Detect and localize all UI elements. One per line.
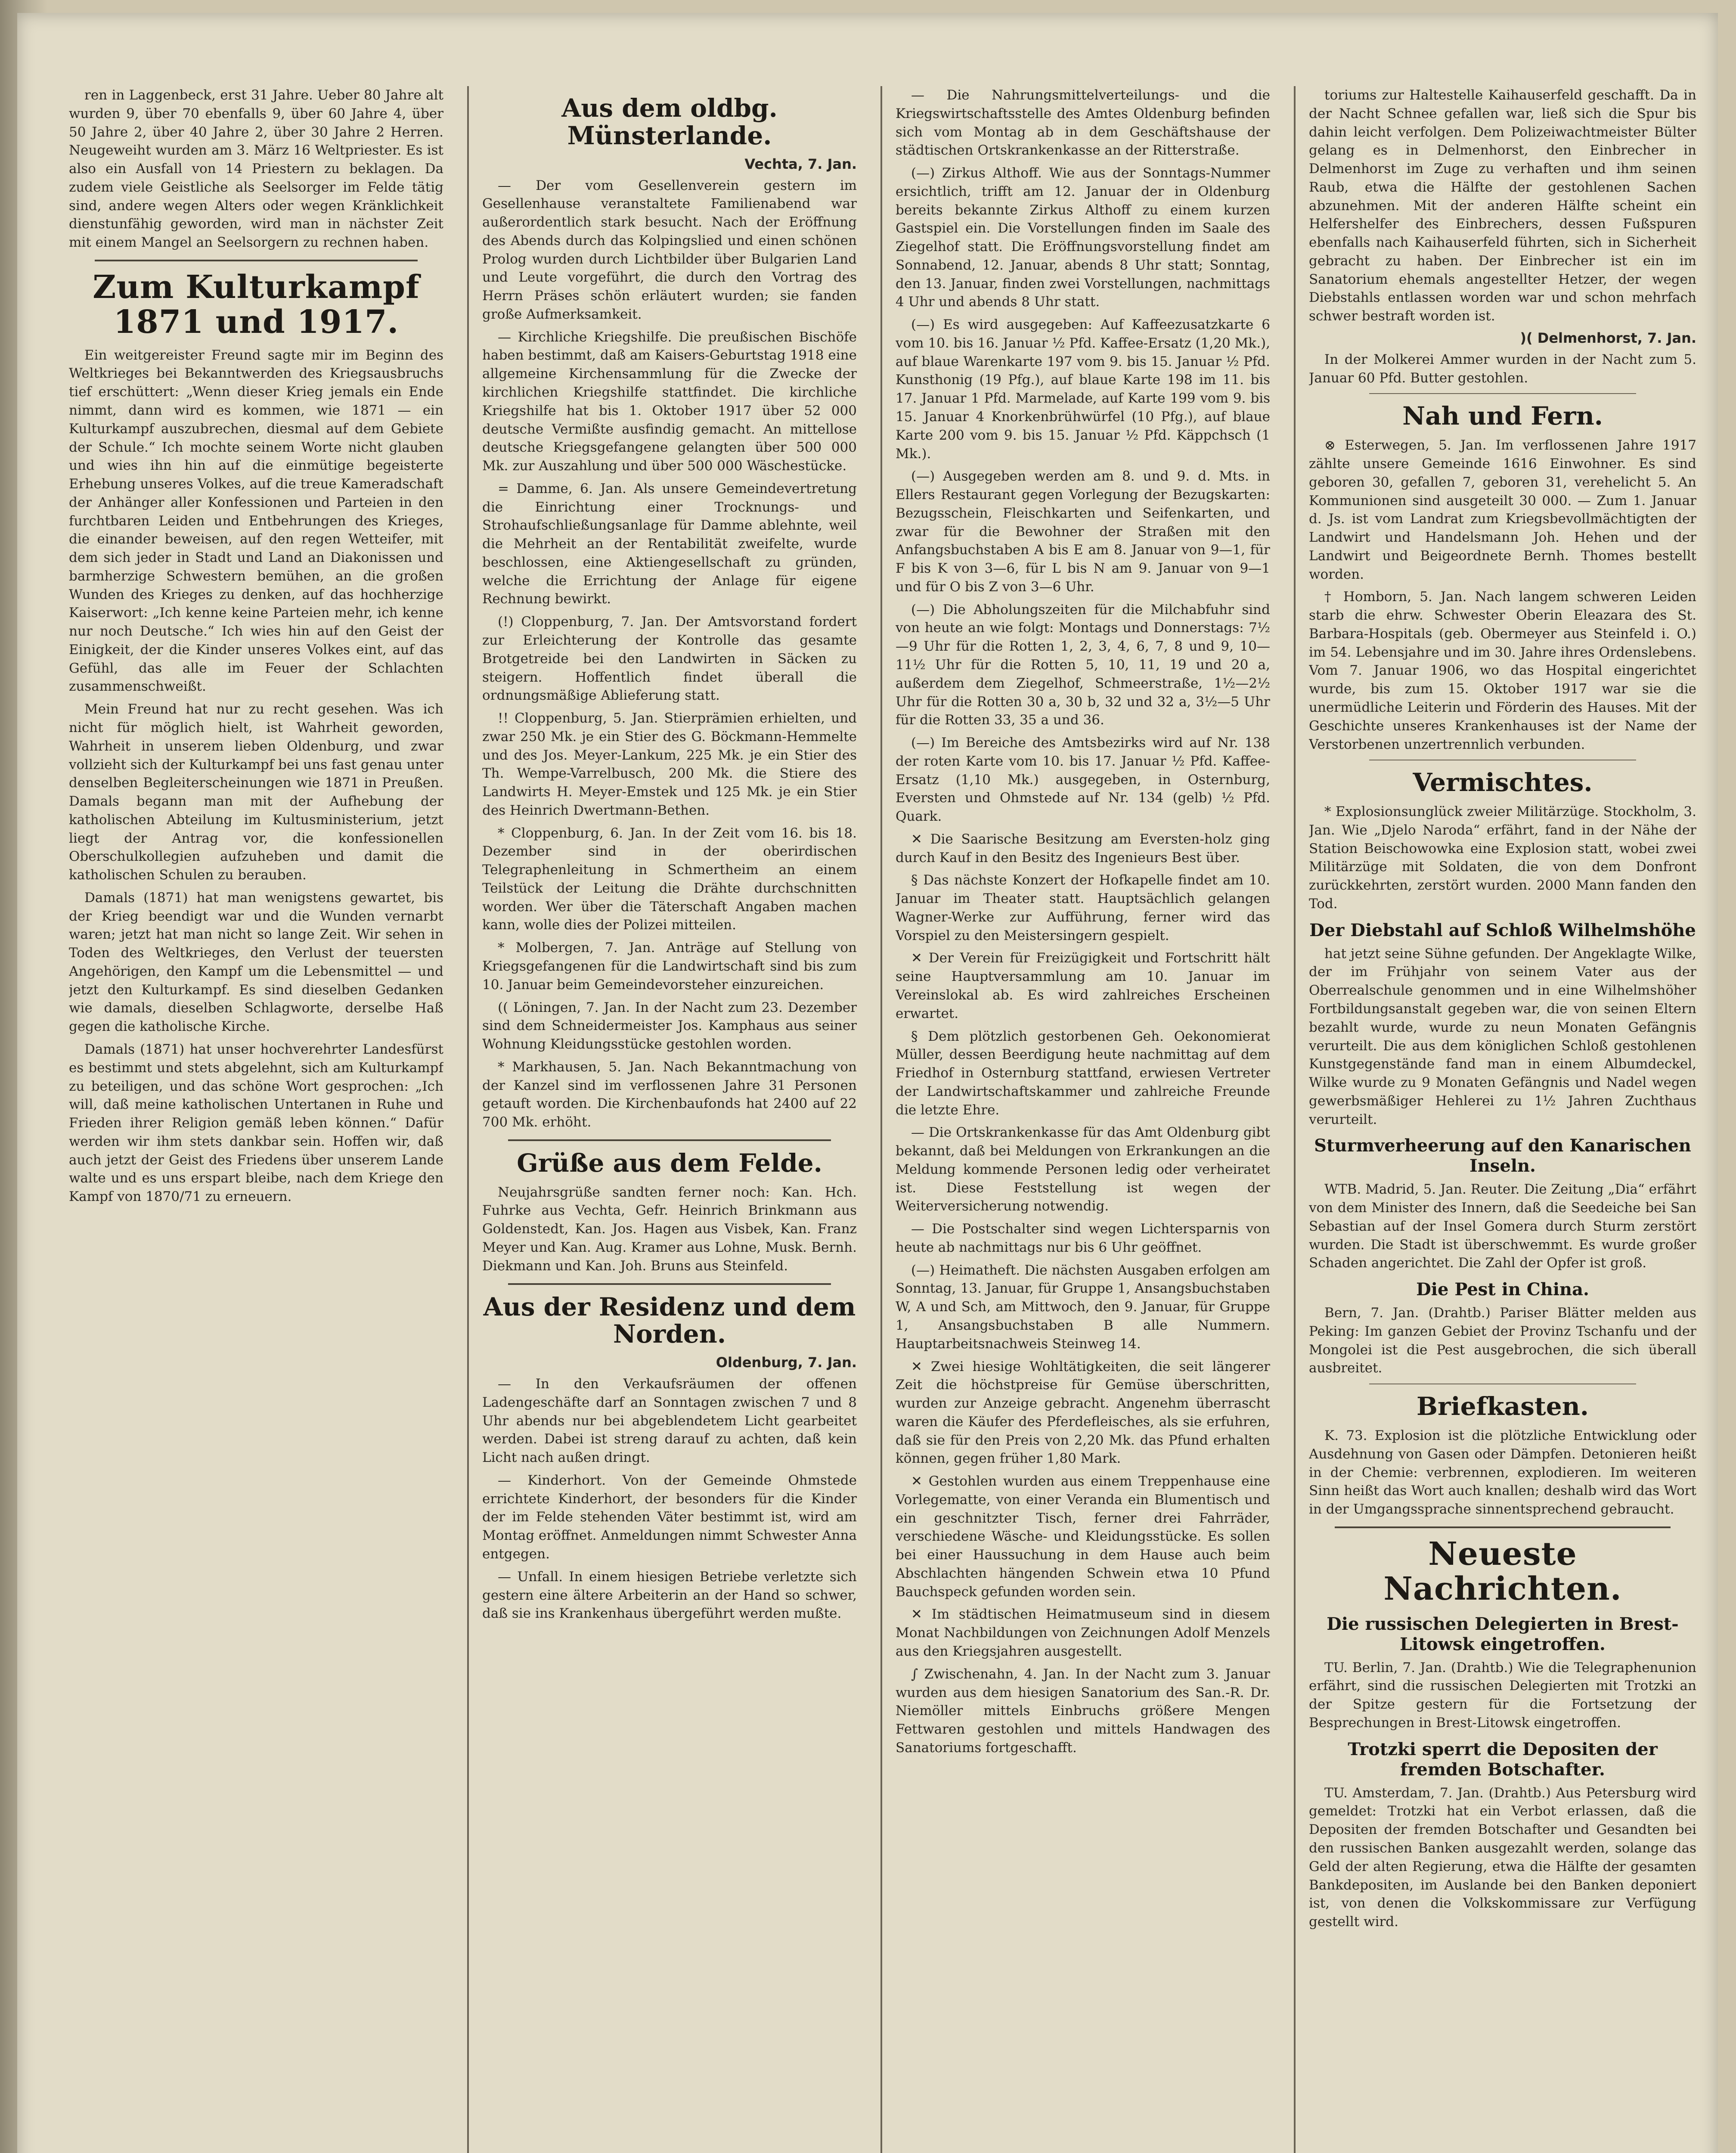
article-paragraph: * Explosionsunglück zweier Militärzüge. Stockholm, 3. Jan. Wie „Djelo Naroda“ erfährt, fand in der Nähe der Station Beischowowka eine Explosion statt, wobei zwei Militärzüge mit Soldaten, die von dem Donfront zurückkehrten, zerstört wurden. 2000 Mann fanden den Tod.: [1309, 804, 1696, 912]
article-paragraph: hat jetzt seine Sühne gefunden. Der Angeklagte Wilke, der im Frühjahr von seinem Vater aus der Oberrealschule genommen und in eine Wilhelmshöher Fortbildungsanstalt gegeben war, die von seinen Eltern bezahlt wurde, wurde zu neun Monaten Gefängnis verurteilt. Die aus dem königlichen Schloß gestohlenen Kunstgegenstände fand man in einem Albumdeckel, Wilke wurde zu 9 Monaten Gefängnis und Nadel wegen gewerbsmäßiger Hehlerei zu 1½ Jahren Zuchthaus verurteilt.: [1309, 946, 1696, 1127]
article-paragraph: — Der vom Gesellenverein gestern im Gesellenhause veranstaltete Familienabend war außerordentlich stark besucht. Nach der Eröffnung des Abends durch das Kolpingslied und einen schönen Prolog wurden durch Lichtbilder über Bulgarien Land und Leute vorgeführt, die durch den Vortrag des Herrn Präses schön erläutert wurden; sie fanden große Aufmerksamkeit.: [482, 177, 857, 322]
column-4: [1309, 86, 1696, 2153]
headline-neueste-nachrichten: Neueste Nachrichten.: [1383, 1535, 1622, 1608]
article-paragraph: ⊗ Esterwegen, 5. Jan. Im verflossenen Jahre 1917 zählte unsere Gemeinde 1616 Einwohner. Es sind geboren 30, gefallen 7, geboren 31, verehelicht 5. An Kommunionen sind ausgeteilt 30 000. — Zum 1. Januar d. Js. ist vom Landrat zum Kriegsbevollmächtigten der Landwirt und Handelsmann Joh. Hehen und der Landwirt und Beigeordnete Bernh. Thomes bestellt worden.: [1309, 437, 1696, 582]
article-paragraph: ✕ Gestohlen wurden aus einem Treppenhause eine Vorlegematte, von einer Veranda ein Blumentisch und ein geschnitzter Tisch, ferner drei Fahrräder, verschiedene Wäsche- und Kleidungsstücke. Es sollen bei einer Haussuchung in dem Hause auch beim Abschlachten hängenden Schwein etwa 10 Pfund Bauchspeck gefunden worden sein.: [896, 1474, 1270, 1600]
article-paragraph: * Cloppenburg, 6. Jan. In der Zeit vom 16. bis 18. Dezember sind in der oberirdischen Telegraphenleitung in Schmertheim an einem Teilstück der Leitung die Drähte durchschnitten worden. Wer über die Täterschaft Angaben machen kann, wolle dies der Polizei mitteilen.: [482, 825, 857, 933]
dateline: )( Delmenhorst, 7. Jan.: [1520, 329, 1696, 346]
dateline: Vechta, 7. Jan.: [744, 155, 857, 172]
article-paragraph: (( Löningen, 7. Jan. In der Nacht zum 23. Dezember sind dem Schneidermeister Jos. Kamphaus aus seiner Wohnung Kleidungsstücke gestohlen worden.: [482, 999, 857, 1052]
divider: [95, 260, 418, 261]
subheadline-delegierte: Die russischen Delegierten in Brest-Litowsk eingetroffen.: [1327, 1613, 1679, 1654]
article-paragraph: — Die Ortskrankenkasse für das Amt Oldenburg gibt bekannt, daß bei Meldungen von Erkrankungen an die Meldung kommende Personen ledig oder verheiratet ist. Diese Feststellung ist wegen der Weiterversicherung notwendig.: [896, 1125, 1270, 1214]
column-3: [896, 86, 1270, 2153]
article-paragraph: (—) Es wird ausgegeben: Auf Kaffeezusatzkarte 6 vom 10. bis 16. Januar ½ Pfd. Kaffee-Ersatz (1,20 Mk.), auf blaue Warenkarte 197 vom 9. bis 15. Januar ½ Pfd. Kunsthonig (19 Pfg.), auf blaue Karte 198 im 11. bis 17. Januar 1 Pfd. Marmelade, auf Karte 199 vom 9. bis 15. Januar 4 Knorkenbrühwürfel (10 Pfg.), auf blaue Karte 200 vom 9. bis 15. Januar ½ Pfd. Käppchsch (1 Mk.).: [896, 317, 1270, 462]
column-rule: [880, 86, 882, 2153]
article-paragraph: TU. Berlin, 7. Jan. (Drahtb.) Wie die Telegraphenunion erfährt, sind die russischen Delegierten mit Trotzki an der Spitze gestern für die Fortsetzung der Besprechungen in Brest-Litowsk eingetroffen.: [1309, 1660, 1696, 1731]
article-paragraph: (—) Im Bereiche des Amtsbezirks wird auf Nr. 138 der roten Karte vom 10. bis 17. Januar ½ Pfd. Kaffee-Ersatz (1,10 Mk.) ausgegeben, in Osternburg, Eversten und Ohmstede auf Nr. 134 (gelb) ½ Pfd. Quark.: [896, 735, 1270, 825]
article-paragraph: † Homborn, 5. Jan. Nach langem schweren Leiden starb die ehrw. Schwester Oberin Eleazara des St. Barbara-Hospitals (geb. Obermeyer aus Steinfeld i. O.) im 54. Lebensjahre und im 30. Jahre ihres Ordenslebens. Vom 7. Januar 1906, wo das Hospital eingerichtet wurde, bis zum 15. Oktober 1917 war sie die unermüdliche Leiterin und Förderin des Hauses. Mit der Geschichte unseres Krankenhauses ist der Name der Verstorbenen unzertrennlich verbunden.: [1309, 589, 1696, 752]
article-paragraph: WTB. Madrid, 5. Jan. Reuter. Die Zeitung „Dia“ erfährt von dem Minister des Innern, daß die Seedeiche bei San Sebastian auf der Insel Gomera durch Sturm zerstört wurden. Die Stadt ist überschwemmt. Es wurde großer Schaden angerichtet. Die Zahl der Opfer ist groß.: [1309, 1182, 1696, 1271]
article-paragraph: * Molbergen, 7. Jan. Anträge auf Stellung von Kriegsgefangenen für die Landwirtschaft sind bis zum 10. Januar beim Gemeindevorsteher einzureichen.: [482, 940, 857, 993]
headline-vermischtes: Vermischtes.: [1413, 768, 1593, 797]
column-1: [69, 86, 443, 2153]
article-paragraph: (!) Cloppenburg, 7. Jan. Der Amtsvorstand fordert zur Erleichterung der Kontrolle das gesamte Brotgetreide bei den Landwirten in Säcken zu steigern. Hoffentlich findet überall die ordnungsmäßige Ablieferung statt.: [482, 614, 857, 704]
article-paragraph: !! Cloppenburg, 5. Jan. Stierprämien erhielten, und zwar 250 Mk. je ein Stier des G. Böckmann-Hemmelte und des Jos. Meyer-Lankum, 225 Mk. je ein Stier des Th. Wempe-Varrelbusch, 200 Mk. die Stiere des Landwirts H. Meyer-Emstek und 125 Mk. je ein Stier des Heinrich Dwertmann-Bethen.: [482, 710, 857, 818]
article-paragraph: ✕ Der Verein für Freizügigkeit und Fortschritt hält seine Hauptversammlung am 10. Januar im Vereinslokal ab. Es wird zahlreiches Erscheinen erwartet.: [896, 950, 1270, 1021]
article-paragraph: — In den Verkaufsräumen der offenen Ladengeschäfte darf an Sonntagen zwischen 7 und 8 Uhr abends nur bei abgeblendetem Licht gearbeitet werden. Dabei ist streng darauf zu achten, daß kein Licht nach außen dringt.: [482, 1376, 857, 1466]
article-paragraph: (—) Ausgegeben werden am 8. und 9. d. Mts. in Ellers Restaurant gegen Vorlegung der Bezugskarten: Bezugsschein, Fleischkarten und Seifenkarten, und zwar für die Bewohner der Straßen mit den Anfangsbuchstaben A bis E am 8. Januar von 9—1, für F bis K von 3—6, für L bis N am 9. Januar von 9—1 und für O bis Z von 3—6 Uhr.: [896, 468, 1270, 595]
column-rule: [1294, 86, 1296, 2153]
headline-gruesse: Grüße aus dem Felde.: [517, 1148, 822, 1178]
subheadline-pest: Die Pest in China.: [1416, 1279, 1589, 1300]
article-paragraph: (—) Die Abholungszeiten für die Milchabfuhr sind von heute an wie folgt: Montags und Donnerstags: 7½—9 Uhr für die Rotten 1, 2, 3, 4, 6, 7, 8 und 9, 10—11½ Uhr für die Rotten 5, 10, 11, 19 und 20 a, außerdem dem Ziegelhof, Schmeerstraße, 1½—2½ Uhr für die Rotten 30 a, 30 b, 32 und 32 a, 3½—5 Uhr für die Rotten 33, 35 a und 36.: [896, 602, 1270, 728]
article-paragraph: ✕ Die Saarische Besitzung am Eversten-holz ging durch Kauf in den Besitz des Ingenieurs Best über.: [896, 831, 1270, 866]
article-paragraph: Mein Freund hat nur zu recht gesehen. Was ich nicht für möglich hielt, ist Wahrheit geworden, Wahrheit in unserem lieben Oldenburg, und zwar vollzieht sich der Kulturkampf bei uns fast genau unter denselben Begleiterscheinungen wie 1871 in Preußen. Damals begann man mit der Aufhebung der katholischen Abteilung im Kultusministerium, jetzt liegt der Antrag vor, die konfessionellen Oberschulkollegien aufzuheben und damit die katholischen Schulen zu berauben.: [69, 701, 443, 883]
dateline: Oldenburg, 7. Jan.: [716, 1354, 857, 1371]
article-paragraph: Ein weitgereister Freund sagte mir im Beginn des Weltkrieges bei Bekanntwerden des Kriegsausbruchs tief erschüttert: „Wenn dieser Krieg jemals ein Ende nimmt, dann wird es kommen, wie 1871 — ein Kulturkampf auszubrechen, diesmal auf dem Gebiete der Schule.“ Ich mochte seinem Worte nicht glauben und wies ihn hin auf die einmütige begeisterte Erhebung unseres Volkes, auf die treue Kameradschaft der Anhänger aller Konfessionen und Parteien in den furchtbaren Leiden und Entbehrungen des Krieges, die einander beweisen, auf den regen Wetteifer, mit dem sich jeder in Stadt und Land an Diakonissen und barmherzige Schwestern bemühen, an die großen Wunden des Krieges zu denken, auf das hochherzige Kaiserwort: „Ich kenne keine Parteien mehr, ich kenne nur noch Deutsche.“ Ich wies hin auf den Geist der Einigkeit, der die Kinder unseres Volkes eint, auf das Gefühl, das alle im Feuer der Schlachten zusammenschweißt.: [69, 347, 443, 695]
column-2: [482, 86, 857, 2153]
column-rule: [467, 86, 469, 2153]
subheadline-sturm: Sturmverheerung auf den Kanarischen Inseln.: [1314, 1135, 1691, 1176]
article-paragraph: (—) Zirkus Althoff. Wie aus der Sonntags-Nummer ersichtlich, trifft am 12. Januar der in Oldenburg bereits bekannte Zirkus Althoff zu einem kurzen Gastspiel ein. Die Vorstellungen finden im Saale des Ziegelhof statt. Die Eröffnungsvorstellung findet am Sonnabend, 12. Januar, abends 8 Uhr statt; Sonntag, den 13. Januar, finden zwei Vorstellungen, nachmittags 4 Uhr und abends 8 Uhr statt.: [896, 165, 1270, 310]
headline-kulturkampf: Zum Kulturkampf 1871 und 1917.: [93, 268, 420, 341]
article-paragraph: K. 73. Explosion ist die plötzliche Entwicklung oder Ausdehnung von Gasen oder Dämpfen. Detonieren heißt in der Chemie: verbrennen, explodieren. Im weiteren Sinn heißt das Wort auch knallen; deshalb wird das Wort in der Umgangssprache sinnentsprechend gebraucht.: [1309, 1428, 1696, 1517]
divider: [508, 1283, 831, 1285]
article-paragraph: — Die Nahrungsmittelverteilungs- und die Kriegswirtschaftsstelle des Amtes Oldenburg befinden sich vom Montag ab in dem Geschäftshause der städtischen Ortskrankenkasse an der Ritterstraße.: [896, 87, 1270, 158]
article-paragraph: — Die Postschalter sind wegen Lichtersparnis von heute ab nachmittags nur bis 6 Uhr geöffnet.: [896, 1221, 1270, 1255]
subheadline-diebstahl: Der Diebstahl auf Schloß Wilhelmshöhe: [1309, 920, 1696, 940]
article-paragraph: ren in Laggenbeck, erst 31 Jahre. Ueber 80 Jahre alt wurden 9, über 70 ebenfalls 9, über 60 Jahre 4, über 50 Jahre 2, über 40 Jahre 2, über 30 Jahre 2 Herren. Neugeweiht wurden am 3. März 16 Weltpriester. Es ist also ein Ausfall von 14 Priestern zu beklagen. Da zudem viele Geistliche als Seelsorger im Felde tätig sind, andere wegen Alters oder wegen Kränklichkeit dienstunfähig geworden, wird man in nächster Zeit mit einem Mangel an Seelsorgern zu rechnen haben.: [69, 87, 443, 251]
divider: [1369, 393, 1636, 394]
article-paragraph: * Markhausen, 5. Jan. Nach Bekanntmachung von der Kanzel sind im verflossenen Jahre 31 Personen getauft worden. Die Kirchenbaufonds hat 2400 auf 22 700 Mk. erhöht.: [482, 1059, 857, 1130]
headline-nah-und-fern: Nah und Fern.: [1402, 401, 1603, 431]
subheadline-trotzki: Trotzki sperrt die Depositen der fremden Botschafter.: [1348, 1739, 1658, 1780]
article-paragraph: = Damme, 6. Jan. Als unsere Gemeindevertretung die Einrichtung einer Trocknungs- und Strohaufschließungsanlage für Damme ablehnte, weil die Mehrheit an der Rentabilität zweifelte, wurde beschlossen, eine Aktiengesellschaft zu gründen, welche die Errichtung der Anlage für eigene Rechnung bewirkt.: [482, 481, 857, 607]
article-paragraph: toriums zur Haltestelle Kaihauserfeld geschafft. Da in der Nacht Schnee gefallen war, ließ sich die Spur bis dahin leicht verfolgen. Dem Polizeiwachtmeister Bülter gelang es in Delmenhorst, den Einbrecher in Delmenhorst im Zuge zu verhaften und ihm seinen Raub, etwa die Hälfte der gestohlenen Sachen abzunehmen. Mit der anderen Hälfte scheint ein Helfershelfer des Einbrechers, dessen Fußspuren ebenfalls nach Kaihauserfeld führten, sich in Sicherheit gebracht zu haben. Der Einbrecher ist ein im Sanatorium ehemals angestellter Hetzer, der wegen Diebstahls entlassen worden war und schon mehrfach schwer bestraft worden ist.: [1309, 87, 1696, 324]
divider: [508, 1139, 831, 1141]
article-paragraph: Damals (1871) hat man wenigstens gewartet, bis der Krieg beendigt war und die Wunden vernarbt waren; jetzt hat man nicht so lange Zeit. Wir sehen in Toden des Weltkrieges, den Verlust der teuersten Angehörigen, den Kampf um die Lebensmittel — und jetzt den Kulturkampf. Es sind dieselben Gedanken wie damals, dieselben Schlagworte, derselbe Haß gegen die katholische Kirche.: [69, 890, 443, 1035]
article-paragraph: § Dem plötzlich gestorbenen Geh. Oekonomierat Müller, dessen Beerdigung heute nachmittag auf dem Friedhof in Osternburg stattfand, erwiesen Vertreter der Landwirtschaftskammer und zahlreiche Freunde die letzte Ehre.: [896, 1028, 1270, 1118]
article-paragraph: — Kinderhort. Von der Gemeinde Ohmstede errichtete Kinderhort, der besonders für die Kinder der im Felde stehenden Väter bestimmt ist, wird am Montag eröffnet. Anmeldungen nimmt Schwester Anna entgegen.: [482, 1472, 857, 1562]
headline-muensterlande: Aus dem oldbg. Münsterlande.: [561, 93, 778, 150]
article-paragraph: Damals (1871) hat unser hochverehrter Landesfürst es bestimmt und stets abgelehnt, sich am Kulturkampf zu beteiligen, und das schöne Wort gesprochen: „Ich will, daß meine katholischen Untertanen in Ruhe und Frieden ihrer Religion gemäß leben können.“ Dafür werden wir ihm stets dankbar sein. Hoffen wir, daß auch jetzt der Geist des Friedens über unserem Lande walte und es uns erspart bleibe, nach dem Kriege den Kampf von 1870/71 zu erneuern.: [69, 1042, 443, 1205]
article-paragraph: — Unfall. In einem hiesigen Betriebe verletzte sich gestern eine ältere Arbeiterin an der Hand so schwer, daß sie ins Krankenhaus übergeführt werden mußte.: [482, 1569, 857, 1622]
article-paragraph: § Das nächste Konzert der Hofkapelle findet am 10. Januar im Theater statt. Hauptsächlich gelangen Wagner-Werke zur Aufführung, ferner wird das Vorspiel zu den Meistersingern gespielt.: [896, 872, 1270, 943]
divider: [1335, 1526, 1671, 1528]
article-paragraph: ✕ Im städtischen Heimatmuseum sind in diesem Monat Nachbildungen von Zeichnungen Adolf Menzels aus den Kriegsjahren ausgestellt.: [896, 1607, 1270, 1660]
headline-residenz: Aus der Residenz und dem Norden.: [483, 1292, 856, 1349]
headline-briefkasten: Briefkasten.: [1417, 1392, 1589, 1421]
article-paragraph: Neujahrsgrüße sandten ferner noch: Kan. Hch. Fuhrke aus Vechta, Gefr. Heinrich Brinkmann aus Goldenstedt, Kan. Jos. Hagen aus Visbek, Kan. Franz Meyer und Kan. Aug. Kramer aus Lohne, Musk. Bernh. Diekmann und Kan. Joh. Bruns aus Steinfeld.: [482, 1184, 857, 1274]
article-paragraph: Bern, 7. Jan. (Drahtb.) Pariser Blätter melden aus Peking: Im ganzen Gebiet der Provinz Tschanfu und der Mongolei ist die Pest ausgebrochen, die sich überall ausbreitet.: [1309, 1305, 1696, 1376]
article-paragraph: — Kirchliche Kriegshilfe. Die preußischen Bischöfe haben bestimmt, daß am Kaisers-Geburtstag 1918 eine allgemeine Kirchensammlung für die Zwecke der kirchlichen Kriegshilfe stattfindet. Die kirchliche Kriegshilfe hat bis 1. Oktober 1917 über 52 000 deutsche Vermißte ausfindig gemacht. An mittellose deutsche Kriegsgefangene gelangten über 500 000 Mk. zur Auszahlung und über 500 000 Wäschestücke.: [482, 329, 857, 474]
article-paragraph: TU. Amsterdam, 7. Jan. (Drahtb.) Aus Petersburg wird gemeldet: Trotzki hat ein Verbot erlassen, daß die Depositen der fremden Botschafter und Gesandten bei den russischen Banken ausgezahlt werden, solange das Geld der alten Regierung, etwa die Hälfte der gesamten Bankdepositen, im Auslande bei den Banken deponiert ist, von denen die Volkskommissare zur Verfügung gestellt wird.: [1309, 1785, 1696, 1930]
article-paragraph: (—) Heimatheft. Die nächsten Ausgaben erfolgen am Sonntag, 13. Januar, für Gruppe 1, Ansangsbuchstaben W, A und Sch, am Mittwoch, den 9. Januar, für Gruppe 1, Ansangsbuchstaben B alle Nummern. Hauptarbeitsnachweis Steinweg 14.: [896, 1262, 1270, 1352]
article-paragraph: ✕ Zwei hiesige Wohltätigkeiten, die seit längerer Zeit die höchstpreise für Gemüse überschritten, wurden zur Anzeige gebracht. Angenehm überrascht waren die Käufer des Pferdefleisches, als sie erfuhren, daß sie für den Preis von 2,20 Mk. das Pfund erhalten können, gegen früher 1,80 Mark.: [896, 1359, 1270, 1467]
article-paragraph: In der Molkerei Ammer wurden in der Nacht zum 5. Januar 60 Pfd. Butter gestohlen.: [1309, 351, 1696, 386]
article-paragraph: ∫ Zwischenahn, 4. Jan. In der Nacht zum 3. Januar wurden aus dem hiesigen Sanatorium des San.-R. Dr. Niemöller mittels Einbruchs größere Mengen Fettwaren gestohlen und mittels Handwagen des Sanatoriums fortgeschafft.: [896, 1666, 1270, 1756]
